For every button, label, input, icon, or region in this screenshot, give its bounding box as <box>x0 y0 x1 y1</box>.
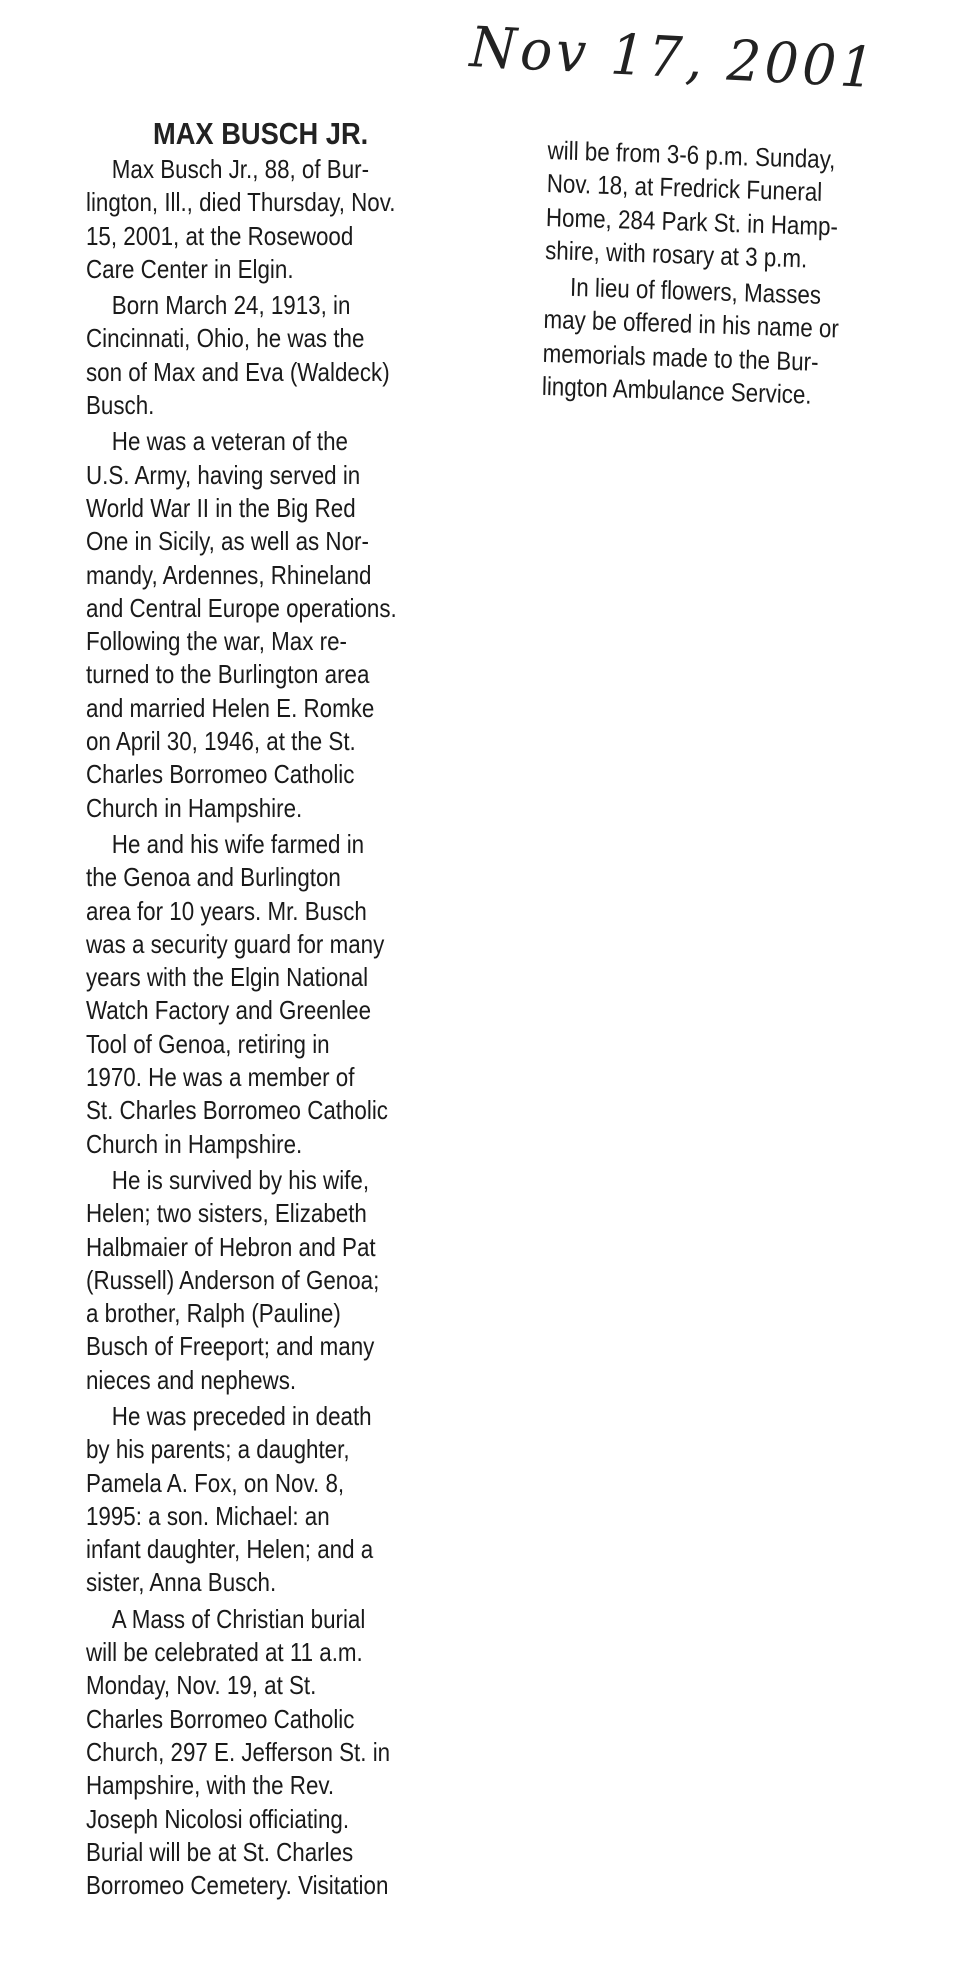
obituary-text-line: Following the war, Max re- <box>86 626 347 657</box>
obituary-text-line: He and his wife farmed in <box>111 828 365 859</box>
obituary-text-line: World War II in the Big Red <box>86 492 356 523</box>
obituary-text-line: lington Ambulance Service. <box>541 370 812 410</box>
obituary-text-line: Max Busch Jr., 88, of Bur- <box>111 154 370 184</box>
obituary-text-line: 1995: a son. Michael: an <box>86 1500 330 1531</box>
obituary-text-line: Halbmaier of Hebron and Pat <box>86 1231 376 1262</box>
obituary-text-line: A Mass of Christian burial <box>111 1603 366 1634</box>
obituary-text-line: 15, 2001, at the Rosewood <box>86 220 354 251</box>
obituary-text-line: Home, 284 Park St. in Hamp- <box>545 201 839 242</box>
obituary-text-line: Born March 24, 1913, in <box>111 290 351 321</box>
obituary-text-line: 1970. He was a member of <box>86 1062 355 1093</box>
obituary-text-line: Burial will be at St. Charles <box>86 1836 354 1867</box>
obituary-text-line: One in Sicily, as well as Nor- <box>86 526 369 557</box>
obituary-text-line: will be celebrated at 11 a.m. <box>86 1637 363 1668</box>
obituary-text-line: In lieu of flowers, Masses <box>569 271 822 311</box>
obituary-text-line: Charles Borromeo Catholic <box>86 1703 355 1734</box>
obituary-text-line: Church in Hampshire. <box>86 1128 303 1159</box>
obituary-text-line: and Central Europe operations. <box>86 592 397 623</box>
obituary-text-line: on April 30, 1946, at the St. <box>86 726 356 757</box>
obituary-text-line: son of Max and Eva (Waldeck) <box>86 356 390 387</box>
obituary-text-line: sister, Anna Busch. <box>86 1567 277 1598</box>
obituary-text-line: and married Helen E. Romke <box>86 692 375 723</box>
obituary-text-line: years with the Elgin National <box>86 962 369 993</box>
obituary-text-line: U.S. Army, having served in <box>86 459 361 490</box>
obituary-text-line: will be from 3-6 p.m. Sunday, <box>547 134 836 175</box>
obituary-text-line: Watch Factory and Greenlee <box>86 995 372 1026</box>
obituary-text-line: by his parents; a daughter, <box>86 1434 350 1465</box>
obituary-text-line: nieces and nephews. <box>86 1364 297 1395</box>
obituary-text-line: St. Charles Borromeo Catholic <box>86 1095 388 1126</box>
obituary-text-line: Charles Borromeo Catholic <box>86 759 355 790</box>
obituary-text-line: Pamela A. Fox, on Nov. 8, <box>86 1467 345 1498</box>
obituary-text-line: memorials made to the Bur- <box>542 337 819 377</box>
obituary-text-line: a brother, Ralph (Pauline) <box>86 1298 341 1329</box>
obituary-title: MAX BUSCH JR. <box>153 116 369 151</box>
obituary-text-line: Monday, Nov. 19, at St. <box>86 1670 317 1701</box>
obituary-text-line: Tool of Genoa, retiring in <box>86 1028 330 1059</box>
obituary-text-line: Cincinnati, Ohio, he was the <box>86 323 365 354</box>
obituary-text-line: He was preceded in death <box>111 1400 372 1431</box>
obituary-text-line: Care Center in Elgin. <box>86 253 294 284</box>
right-column <box>542 134 844 413</box>
handwritten-date: Nov 17, 2001 <box>468 15 880 102</box>
obituary-text-line: Borromeo Cemetery. Visitation <box>86 1870 389 1901</box>
obituary-text-line: mandy, Ardennes, Rhineland <box>86 559 372 590</box>
obituary-text-line: Church in Hampshire. <box>86 792 303 823</box>
obituary-text-line: (Russell) Anderson of Genoa; <box>86 1264 380 1295</box>
obituary-text-line: Nov. 18, at Fredrick Funeral <box>546 168 823 208</box>
obituary-text-line: Busch of Freeport; and many <box>86 1331 375 1362</box>
obituary-text-line: lington, Ill., died Thursday, Nov. <box>86 187 396 218</box>
obituary-text-line: infant daughter, Helen; and a <box>86 1534 374 1565</box>
obituary-text-line: He was a veteran of the <box>111 426 348 457</box>
obituary-text-line: Hampshire, with the Rev. <box>86 1770 335 1801</box>
obituary-text-line: Joseph Nicolosi officiating. <box>86 1803 350 1834</box>
obituary-text-line: He is survived by his wife, <box>111 1164 370 1195</box>
left-column <box>86 153 397 1902</box>
obituary-text-line: Church, 297 E. Jefferson St. in <box>86 1736 391 1767</box>
obituary-text-line: shire, with rosary at 3 p.m. <box>544 234 808 274</box>
obituary-text-line: area for 10 years. Mr. Busch <box>86 895 367 926</box>
obituary-text-line: may be offered in his name or <box>543 304 840 344</box>
obituary-text-line: the Genoa and Burlington <box>86 862 341 893</box>
obituary-text-line: was a security guard for many <box>86 928 385 959</box>
obituary-text-line: turned to the Burlington area <box>86 659 370 690</box>
obituary-text-line: Busch. <box>86 390 155 421</box>
obituary-text-line: Helen; two sisters, Elizabeth <box>86 1198 367 1229</box>
